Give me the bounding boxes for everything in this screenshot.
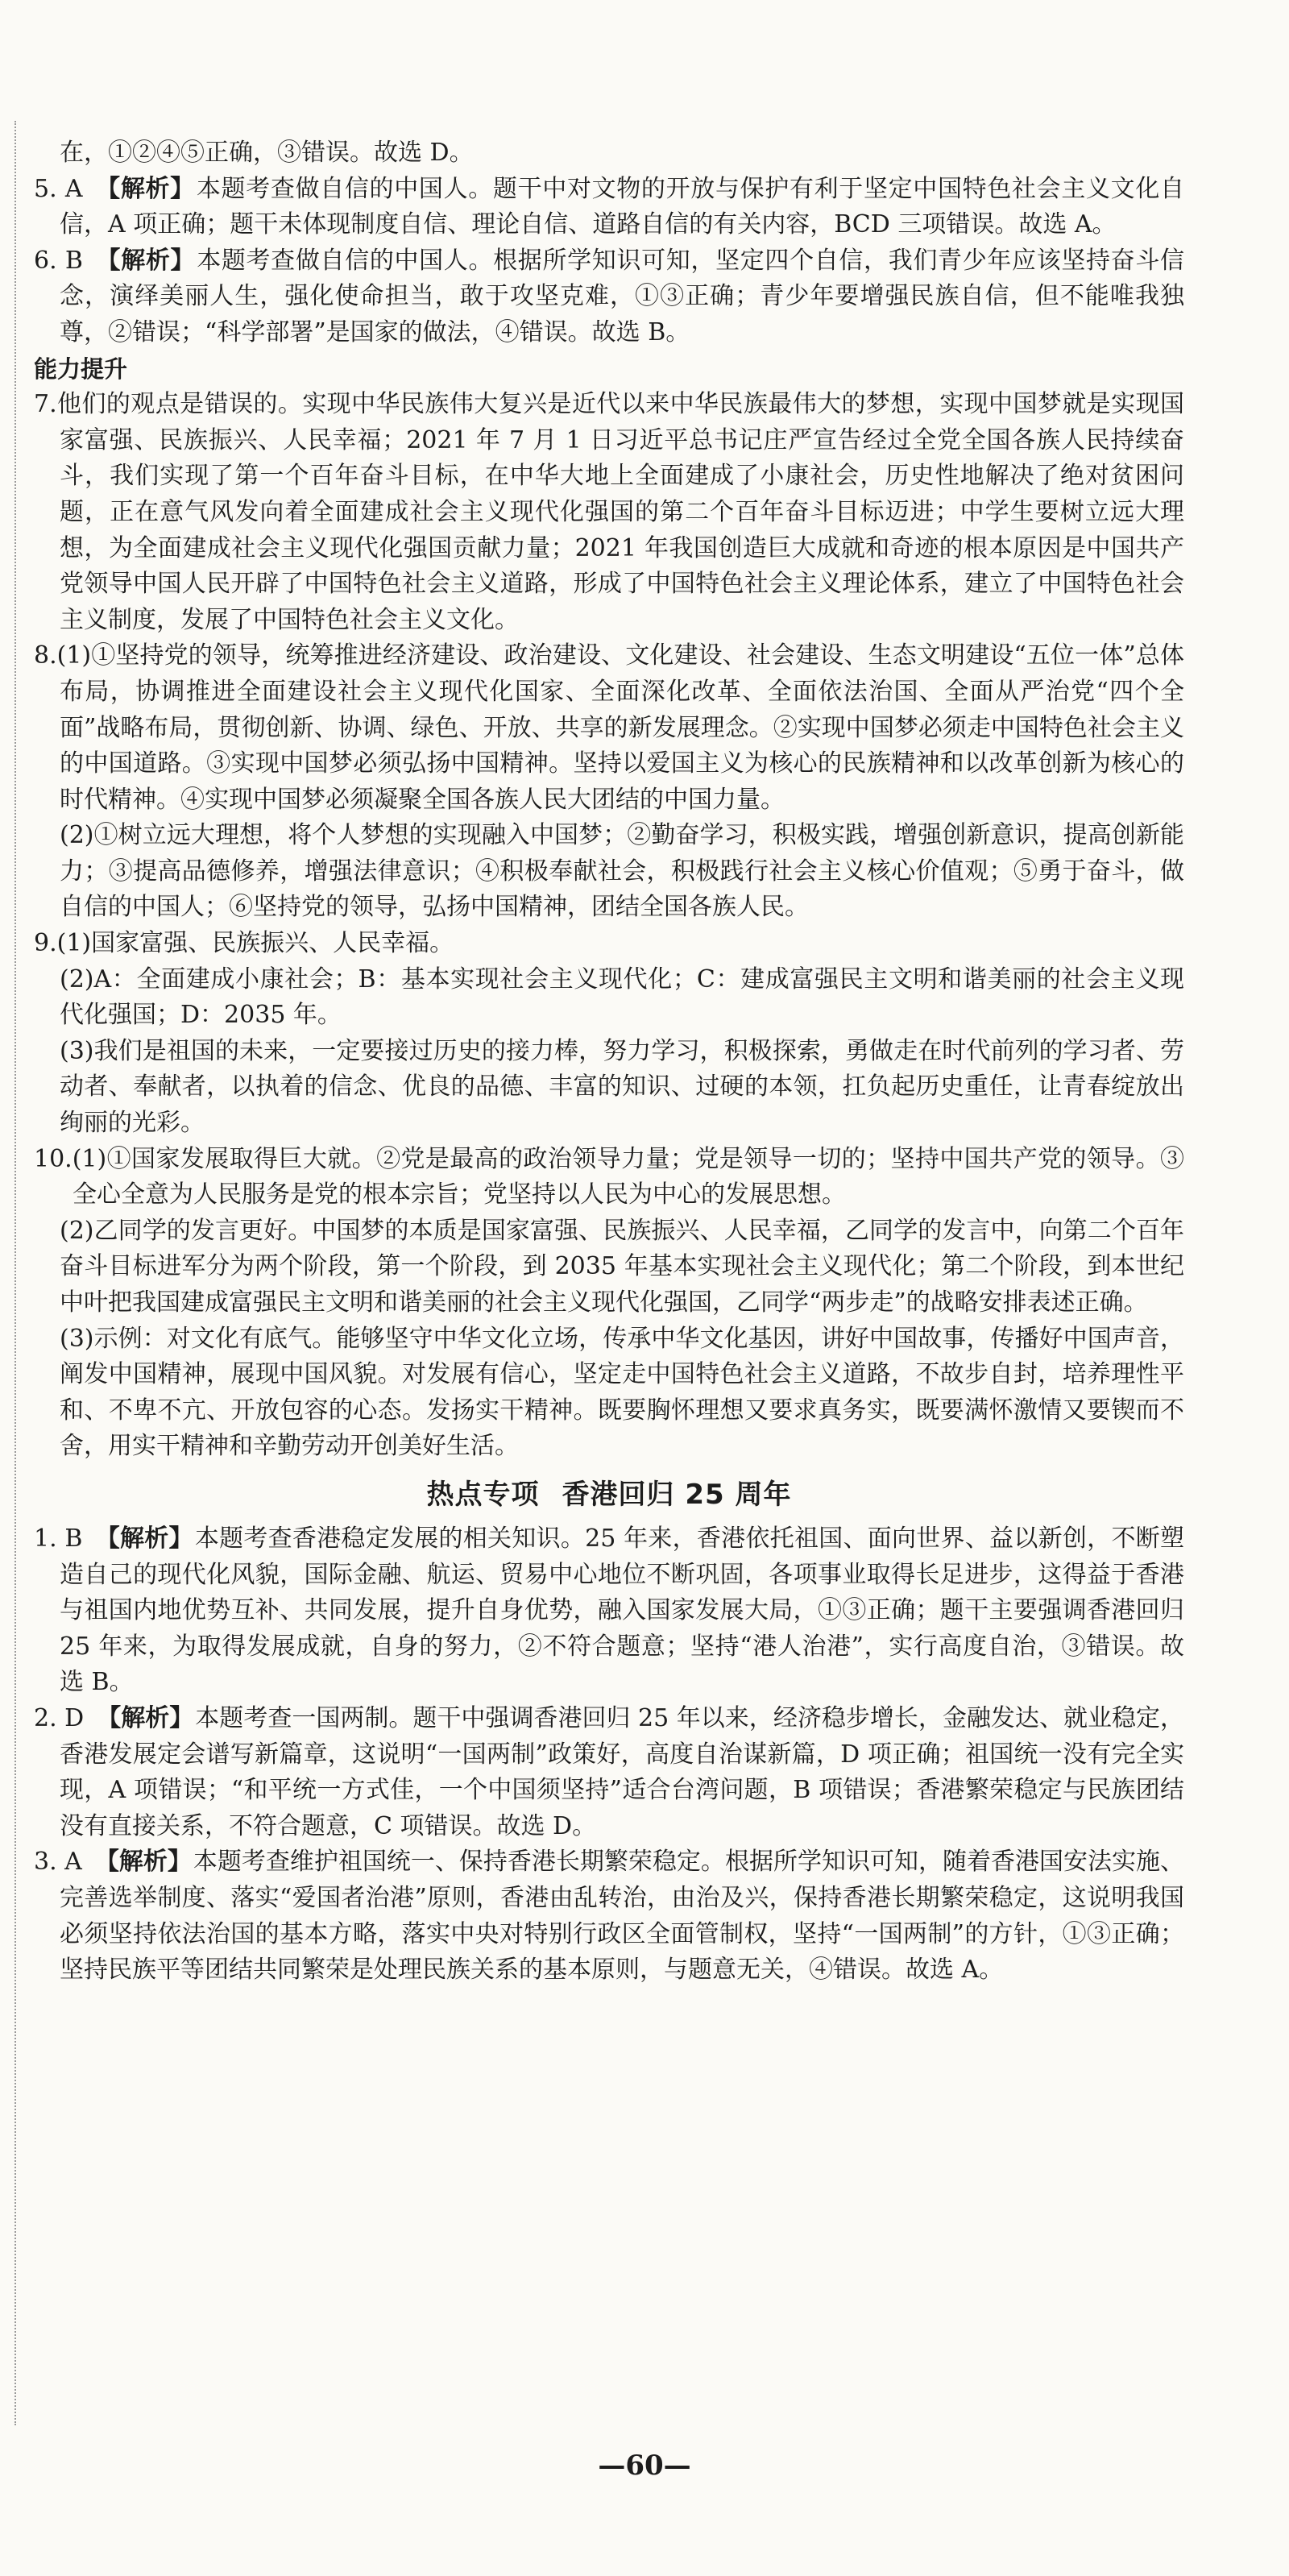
section-heading-ability: 能力提升: [34, 355, 128, 383]
analysis-tag: 【解析】: [94, 1848, 192, 1877]
hot-answer-2: [34, 1701, 1184, 1844]
binding-margin-rule: [15, 121, 16, 2425]
answer-number: 7.: [34, 390, 57, 419]
answer-10-part-2: (2)乙同学的发言更好。中国梦的本质是国家富强、民族振兴、人民幸福，乙同学的发言中，向第二个百年奋斗目标进军分为两个阶段，第一个阶段，到 2035 年基本实现社会主义现代化；第二个阶段，到本世纪中叶把我国建成富强民主文明和谐美丽的社会主义现代化强国，乙同学“两步走”的战略安排表述正确。: [60, 1216, 1184, 1317]
answer-6: [34, 243, 1184, 351]
answer-text: 本题考查做自信的中国人。题干中对文物的开放与保护有利于坚定中国特色社会主义文化自信，A 项正确；题干未体现制度自信、理论自信、道路自信的有关内容，BCD 三项错误。故选 A。: [60, 174, 1185, 239]
analysis-tag: 【解析】: [95, 174, 195, 203]
hot-topic-title: [34, 1471, 1184, 1518]
continued-answer: 在，①②④⑤正确，③错误。故选 D。: [60, 139, 474, 167]
answer-number: 2. D: [34, 1703, 85, 1732]
answer-text: (1)①国家发展取得巨大就。②党是最高的政治领导力量；党是领导一切的；坚持中国共产党的领导。③全心全意为人民服务是党的根本宗旨；党坚持以人民为中心的发展思想。: [72, 1144, 1184, 1209]
answer-text: 本题考查做自信的中国人。根据所学知识可知，坚定四个自信，我们青少年应该坚持奋斗信念，演绎美丽人生，强化使命担当，敢于攻坚克难，①③正确；青少年要增强民族自信，但不能唯我独尊，②错误；“科学部署”是国家的做法，④错误。故选 B。: [60, 246, 1184, 346]
analysis-tag: 【解析】: [97, 1703, 194, 1732]
answer-9-part-1: [34, 926, 1184, 962]
answer-10-part-1: [34, 1142, 1184, 1213]
hot-topic-title-left: 热点专项: [426, 1478, 540, 1511]
answer-8-part-2: (2)①树立远大理想，将个人梦想的实现融入中国梦；②勤奋学习，积极实践，增强创新意识，提高创新能力；③提高品德修养，增强法律意识；④积极奉献社会，积极践行社会主义核心价值观；⑤勇于奋斗，做自信的中国人；⑥坚持党的领导，弘扬中国精神，团结全国各族人民。: [60, 821, 1184, 922]
answer-8-part-1: [34, 638, 1184, 818]
answer-text: 他们的观点是错误的。实现中华民族伟大复兴是近代以来中华民族最伟大的梦想，实现中国梦就是实现国家富强、民族振兴、人民幸福；2021 年 7 月 1 日习近平总书记庄严宣告经过全党全国各族人民持续奋斗，我们实现了第一个百年奋斗目标，在中华大地上全面建成了小康社会，历史性地解决了绝对贫困问题，正在意气风发向着全面建成社会主义现代化强国的第二个百年奋斗目标迈进；中学生要树立远大理想，为全面建成社会主义现代化强国贡献力量；2021 年我国创造巨大成就和奇迹的根本原因是中国共产党领导中国人民开辟了中国特色社会主义道路，形成了中国特色社会主义理论体系，建立了中国特色社会主义制度，发展了中国特色社会主义文化。: [56, 390, 1184, 634]
hot-answer-1: [34, 1521, 1184, 1701]
answer-number: 8.: [34, 641, 57, 670]
answer-number: 10.: [34, 1144, 73, 1173]
hot-topic-title-right: 香港回归 25 周年: [562, 1478, 792, 1511]
answer-number: 6. B: [34, 246, 83, 275]
analysis-tag: 【解析】: [95, 246, 196, 275]
answer-text: (1)国家富强、民族振兴、人民幸福。: [56, 929, 454, 958]
answer-5: [34, 172, 1184, 243]
analysis-tag: 【解析】: [95, 1524, 193, 1553]
answer-7: [34, 387, 1184, 638]
answer-9-part-2: (2)A：全面建成小康社会；B：基本实现社会主义现代化；C：建成富强民主文明和谐美丽的社会主义现代化强国；D：2035 年。: [60, 964, 1184, 1030]
answer-text: 本题考查一国两制。题干中强调香港回归 25 年以来，经济稳步增长，金融发达、就业稳定，香港发展定会谱写新篇章，这说明“一国两制”政策好，高度自治谋新篇，D 项正确；祖国统一没有完全实现，A 项错误；“和平统一方式佳，一个中国须坚持”适合台湾问题，B 项错误；香港繁荣稳定与民族团结没有直接关系，不符合题意，C 项错误。故选 D。: [60, 1703, 1185, 1840]
answer-number: 3. A: [34, 1848, 82, 1877]
page-number: —60—: [598, 2449, 691, 2482]
answer-text: 本题考查香港稳定发展的相关知识。25 年来，香港依托祖国、面向世界、益以新创，不断塑造自己的现代化风貌，国际金融、航运、贸易中心地位不断巩固，各项事业取得长足进步，这得益于香港与祖国内地优势互补、共同发展，提升自身优势，融入国家发展大局，①③正确；题干主要强调香港回归 25 年来，为取得发展成就，自身的努力，②不符合题意；坚持“港人治港”，实行高度自治，③错误。故选 B。: [60, 1524, 1184, 1697]
answer-text: (1)①坚持党的领导，统筹推进经济建设、政治建设、文化建设、社会建设、生态文明建设“五位一体”总体布局，协调推进全面建设社会主义现代化国家、全面深化改革、全面依法治国、全面从严治党“四个全面”战略布局，贯彻创新、协调、绿色、开放、共享的新发展理念。②实现中国梦必须走中国特色社会主义的中国道路。③实现中国梦必须弘扬中国精神。坚持以爱国主义为核心的民族精神和以改革创新为核心的时代精神。④实现中国梦必须凝聚全国各族人民大团结的中国力量。: [56, 641, 1184, 814]
answer-number: 5. A: [34, 174, 83, 203]
hot-answer-3: [34, 1844, 1184, 1988]
answer-number: 9.: [34, 929, 57, 958]
answer-10-part-3: (3)示例：对文化有底气。能够坚守中华文化立场，传承中华文化基因，讲好中国故事，传播好中国声音，阐发中国精神，展现中国风貌。对发展有信心，坚定走中国特色社会主义道路，不故步自封，培养理性平和、不卑不亢、开放包容的心态。发扬实干精神。既要胸怀理想又要求真务实，既要满怀激情又要锲而不舍，用实干精神和辛勤劳动开创美好生活。: [60, 1324, 1184, 1461]
answer-number: 1. B: [34, 1524, 83, 1553]
answer-9-part-3: (3)我们是祖国的未来，一定要接过历史的接力棒，努力学习，积极探索，勇做走在时代前列的学习者、劳动者、奉献者，以执着的信念、优良的品德、丰富的知识、过硬的本领，扛负起历史重任，让青春绽放出绚丽的光彩。: [60, 1036, 1184, 1138]
answer-text: 本题考查维护祖国统一、保持香港长期繁荣稳定。根据所学知识可知，随着香港国安法实施、完善选举制度、落实“爱国者治港”原则，香港由乱转治，由治及兴，保持香港长期繁荣稳定，这说明我国必须坚持依法治国的基本方略，落实中央对特别行政区全面管制权，坚持“一国两制”的方针，①③正确；坚持民族平等团结共同繁荣是处理民族关系的基本原则，与题意无关，④错误。故选 A。: [60, 1848, 1185, 1985]
